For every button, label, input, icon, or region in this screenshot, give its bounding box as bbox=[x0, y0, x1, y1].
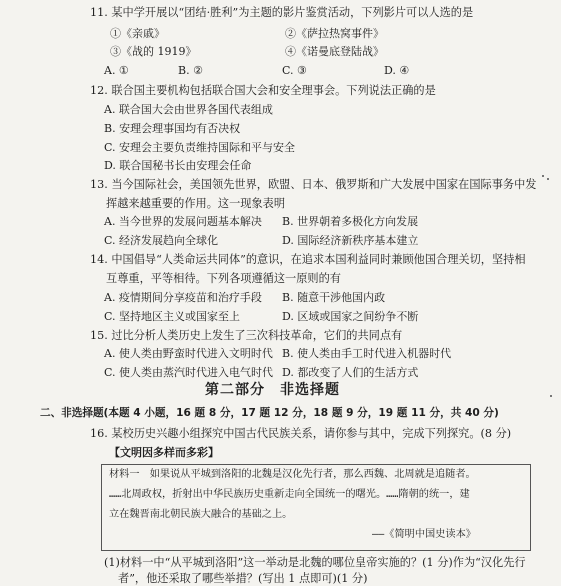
q13-option-d: D. 国际经济新秩序基本建立 bbox=[282, 234, 419, 247]
q14-stem-line-2: 互尊重，平等相待。下列各项遵循这一原则的有 bbox=[106, 272, 341, 285]
q16-subquestion-1-line-1: (1)材料一中“从平城到洛阳”这一举动是北魏的哪位皇帝实施的？(1 分)作为“汉化先行 bbox=[104, 556, 526, 569]
q14-option-b: B. 随意干涉他国内政 bbox=[282, 291, 386, 304]
q12-option-a: A. 联合国大会由世界各国代表组成 bbox=[104, 103, 273, 116]
q16-subquestion-1-line-2: 者”，他还采取了哪些举措？(写出 1 点即可)(1 分) bbox=[118, 572, 368, 585]
q13-stem-line-2: 挥越来越重要的作用。这一现象表明 bbox=[106, 197, 286, 210]
q14-option-c: C. 坚持地区主义或国家至上 bbox=[104, 310, 241, 323]
material-one-line-2: ……北周政权，折射出中华民族历史重新走向全国统一的曙光。……隋朝的统一，建 bbox=[109, 489, 470, 500]
q11-option-c: C. ③ bbox=[282, 64, 307, 77]
q12-option-b: B. 安理会理事国均有否决权 bbox=[104, 122, 241, 135]
q15-option-b: B. 使人类由手工时代进入机器时代 bbox=[282, 347, 452, 360]
q12-option-c: C. 安理会主要负责维持国际和平与安全 bbox=[104, 141, 296, 154]
material-box-title: 【文明因多样而多彩】 bbox=[109, 446, 219, 459]
q15-stem: 15. 过比分析人类历史上发生了三次科技革命，它们的共同点有 bbox=[90, 329, 403, 342]
q11-option-a: A. ① bbox=[104, 64, 129, 77]
q15-option-c: C. 使人类由蒸汽时代进入电气时代 bbox=[104, 366, 274, 379]
q11-film-1: ①《亲戚》 bbox=[110, 27, 165, 40]
part-two-heading: 二、非选择题(本题 4 小题，16 题 8 分，17 题 12 分，18 题 9 分，19 题 11 分，共 40 分) bbox=[40, 407, 499, 419]
q13-option-a: A. 当今世界的发展问题基本解决 bbox=[104, 215, 262, 228]
q15-option-a: A. 使人类由野蛮时代进入文明时代 bbox=[104, 347, 273, 360]
q13-option-b: B. 世界朝着多极化方向发展 bbox=[282, 215, 419, 228]
q16-stem: 16. 某校历史兴趣小组探究中国古代民族关系，请你参与其中，完成下列探究。(8 分) bbox=[90, 427, 512, 440]
q11-option-d: D. ④ bbox=[384, 64, 410, 77]
q11-option-b: B. ② bbox=[178, 64, 203, 77]
q13-stem-line-1: 13. 当今国际社会，美国领先世界，欧盟、日本、俄罗斯和广大发展中国家在国际事务中发 bbox=[90, 178, 537, 191]
q14-option-d: D. 区域或国家之间纷争不断 bbox=[282, 310, 419, 323]
q13-option-c: C. 经济发展趋向全球化 bbox=[104, 234, 219, 247]
scan-speck bbox=[542, 175, 544, 177]
q14-option-a: A. 疫情期间分享疫苗和治疗手段 bbox=[104, 291, 262, 304]
material-one-line-3: 立在魏晋南北朝民族大融合的基础之上。 bbox=[109, 509, 293, 520]
q11-film-2: ②《萨拉热窝事件》 bbox=[285, 27, 384, 40]
q12-stem: 12. 联合国主要机构包括联合国大会和安全理事会。下列说法正确的是 bbox=[90, 84, 436, 97]
q11-film-3: ③《战的 1919》 bbox=[110, 45, 197, 58]
q11-film-4: ④《诺曼底登陆战》 bbox=[285, 45, 384, 58]
material-one-line-1: 材料一 如果说从平城到洛阳的北魏是汉化先行者，那么西魏、北周就是追随者。 bbox=[109, 469, 476, 480]
part-two-title: 第二部分 非选择题 bbox=[205, 382, 340, 398]
material-source: ——《简明中国史读本》 bbox=[372, 529, 476, 540]
scan-speck bbox=[550, 395, 552, 397]
q12-option-d: D. 联合国秘书长由安理会任命 bbox=[104, 159, 252, 172]
q11-stem: 11. 某中学开展以“团结·胜利”为主题的影片鉴赏活动，下列影片可以人选的是 bbox=[90, 6, 474, 19]
scan-speck bbox=[547, 178, 549, 180]
q15-option-d: D. 都改变了人们的生活方式 bbox=[282, 366, 419, 379]
q14-stem-line-1: 14. 中国倡导“人类命运共同体”的意识，在追求本国利益同时兼顾他国合理关切，坚持相 bbox=[90, 253, 526, 266]
